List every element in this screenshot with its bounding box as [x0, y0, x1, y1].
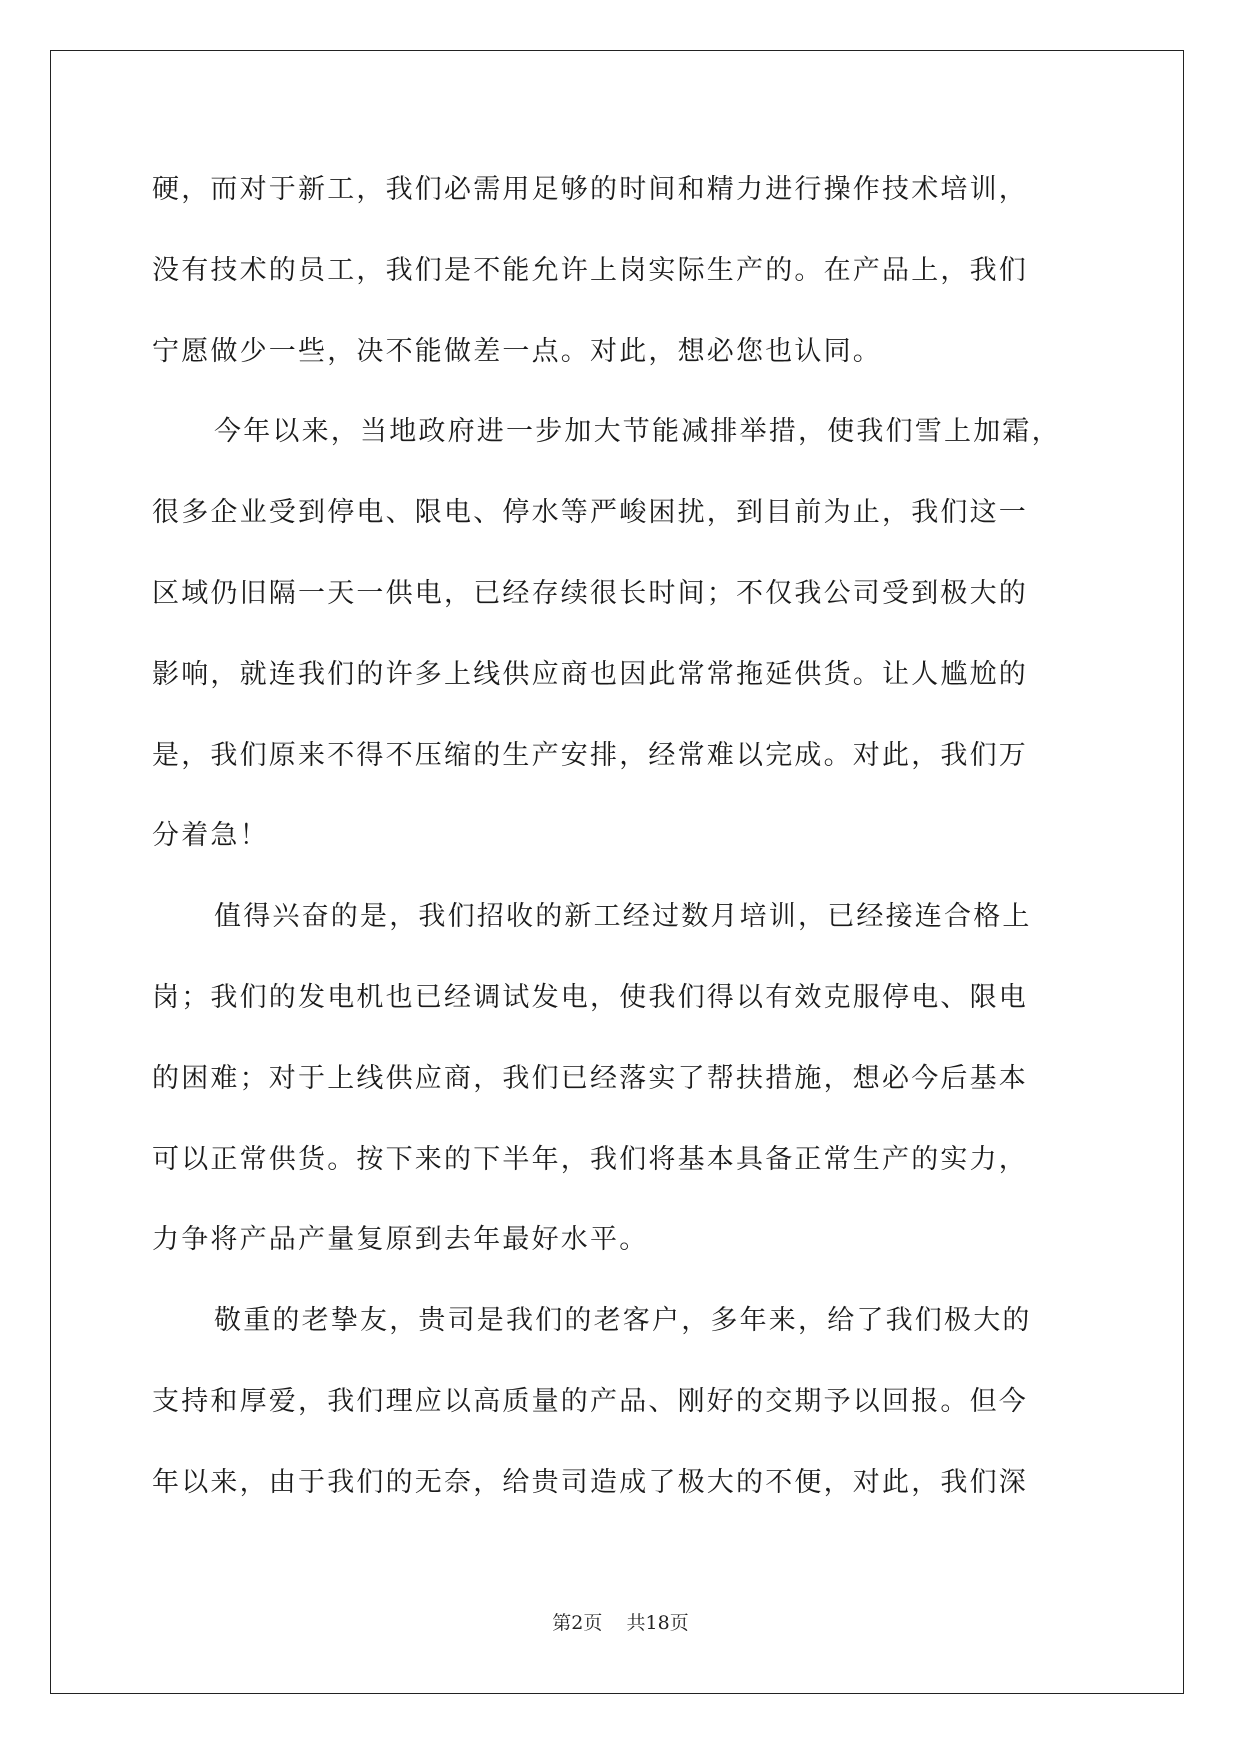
text-line: 岗；我们的发电机也已经调试发电，使我们得以有效克服停电、限电	[152, 981, 1028, 1013]
text-line: 可以正常供货。按下来的下半年，我们将基本具备正常生产的实力，	[152, 1143, 1028, 1175]
paragraph-start-line: 值得兴奋的是，我们招收的新工经过数月培训，已经接连合格上	[214, 901, 1032, 933]
page-number: 第2页	[552, 1612, 603, 1634]
text-line: 影响，就连我们的许多上线供应商也因此常常拖延供货。让人尴尬的	[152, 658, 1028, 690]
paragraph-start-line: 敬重的老挚友，贵司是我们的老客户，多年来，给了我们极大的	[214, 1305, 1032, 1337]
body-text	[152, 150, 1092, 1524]
text-line: 区域仍旧隔一天一供电，已经存续很长时间；不仅我公司受到极大的	[152, 577, 1028, 609]
text-line: 宁愿做少一些，决不能做差一点。对此，想必您也认同。	[152, 335, 882, 367]
text-line: 硬，而对于新工，我们必需用足够的时间和精力进行操作技术培训，	[152, 174, 1028, 205]
paragraph-start-line: 今年以来，当地政府进一步加大节能减排举措，使我们雪上加霜，	[214, 416, 1061, 448]
page-footer	[0, 1608, 1241, 1635]
text-line: 分着急！	[152, 820, 269, 852]
text-line: 没有技术的员工，我们是不能允许上岗实际生产的。在产品上，我们	[152, 254, 1028, 286]
page-total: 共18页	[626, 1612, 689, 1634]
text-line: 是，我们原来不得不压缩的生产安排，经常难以完成。对此，我们万	[152, 739, 1028, 771]
text-line: 年以来，由于我们的无奈，给贵司造成了极大的不便，对此，我们深	[152, 1466, 1028, 1498]
text-line: 很多企业受到停电、限电、停水等严峻困扰，到目前为止，我们这一	[152, 497, 1028, 529]
footer-spacer	[602, 1612, 626, 1634]
text-line: 的困难；对于上线供应商，我们已经落实了帮扶措施，想必今后基本	[152, 1062, 1028, 1094]
text-line: 支持和厚爱，我们理应以高质量的产品、刚好的交期予以回报。但今	[152, 1385, 1028, 1417]
text-line: 力争将产品产量复原到去年最好水平。	[152, 1224, 649, 1256]
